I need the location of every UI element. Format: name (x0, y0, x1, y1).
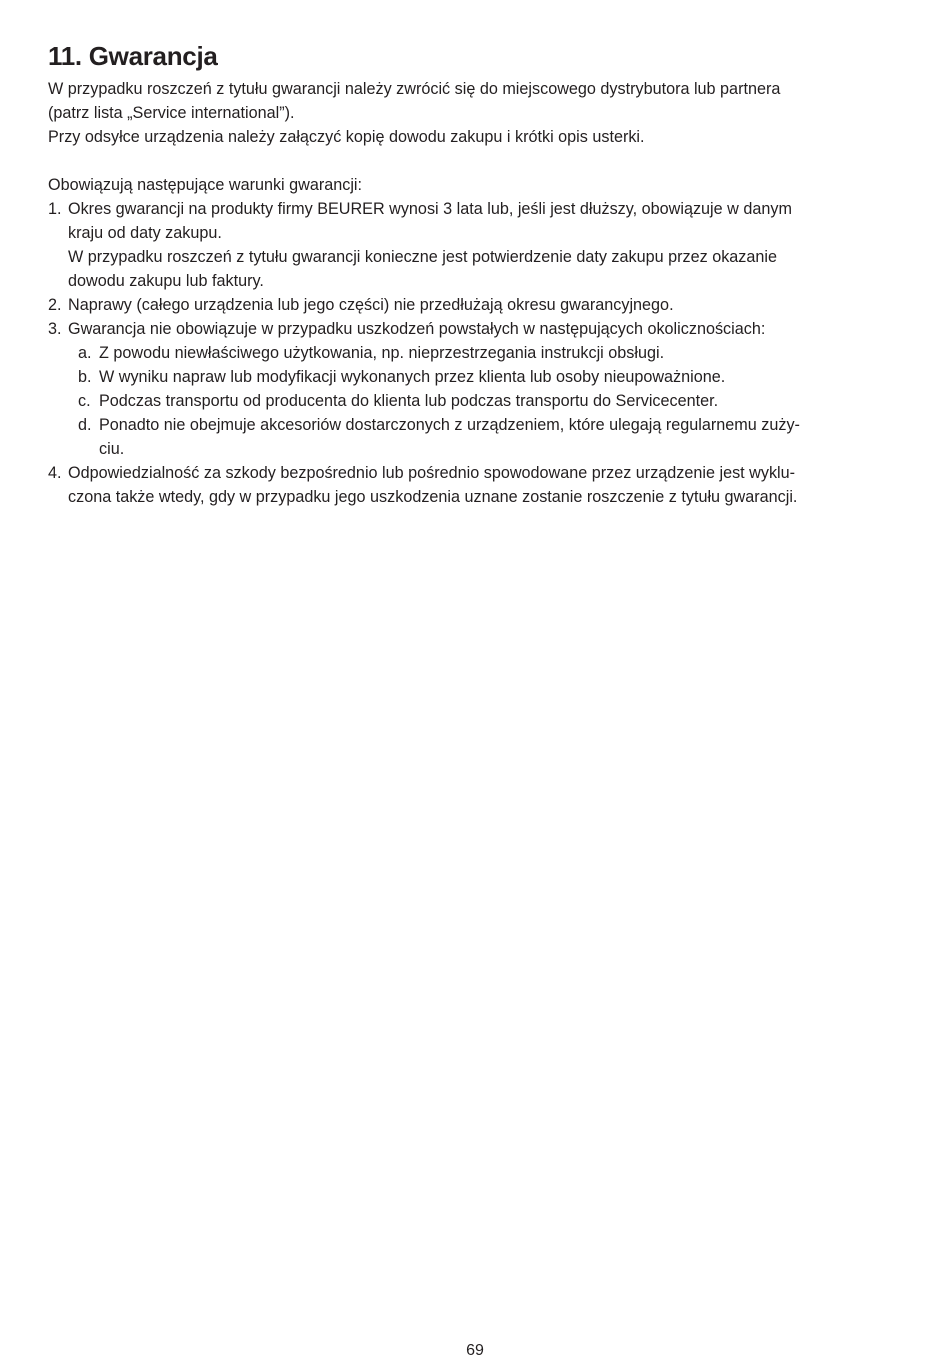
item-text-line: czona także wtedy, gdy w przypadku jego uszkodzenia uznane zostanie roszczenie z tytułu gwarancji. (68, 488, 798, 506)
intro-line-1: W przypadku roszczeń z tytułu gwarancji należy zwrócić się do miejscowego dystrybutora lub partnera (48, 80, 781, 98)
subitem-letter: a. (78, 344, 92, 362)
condition-item-1 (48, 197, 904, 293)
item-number: 3. (48, 320, 62, 338)
subitem-letter: d. (78, 416, 92, 434)
conditions-intro: Obowiązują następujące warunki gwarancji: (48, 176, 363, 194)
conditions-list (48, 197, 904, 509)
subitem-d (48, 413, 904, 461)
document-page (48, 40, 904, 509)
subitem-text-line: Podczas transportu od producenta do klienta lub podczas transportu do Servicecenter. (99, 392, 719, 410)
item-number: 1. (48, 200, 62, 218)
section-heading: 11. Gwarancja (48, 41, 218, 71)
condition-subitems (48, 341, 904, 461)
subitem-c (48, 389, 904, 413)
intro-line-2: (patrz lista „Service international”). (48, 104, 295, 122)
condition-item-2 (48, 293, 904, 317)
subitem-text-line: ciu. (99, 440, 125, 458)
item-text-line: Naprawy (całego urządzenia lub jego części) nie przedłużają okresu gwarancyjnego. (68, 296, 674, 314)
subitem-text-line: Ponadto nie obejmuje akcesoriów dostarczonych z urządzeniem, które ulegają regularnemu zuży- (99, 416, 800, 434)
item-text-line: W przypadku roszczeń z tytułu gwarancji konieczne jest potwierdzenie daty zakupu przez okazanie (68, 248, 778, 266)
subitem-letter: b. (78, 368, 92, 386)
intro-line-3: Przy odsyłce urządzenia należy załączyć kopię dowodu zakupu i krótki opis usterki. (48, 128, 645, 146)
subitem-b (48, 365, 904, 389)
subitem-a (48, 341, 904, 365)
page-number: 69 (466, 1342, 484, 1359)
subitem-text-line: W wyniku napraw lub modyfikacji wykonanych przez klienta lub osoby nieupoważnione. (99, 368, 726, 386)
condition-item-4 (48, 461, 904, 509)
item-text-line: dowodu zakupu lub faktury. (68, 272, 264, 290)
subitem-letter: c. (78, 392, 91, 410)
item-text-line: Odpowiedzialność za szkody bezpośrednio lub pośrednio spowodowane przez urządzenie jest wyklu- (68, 464, 796, 482)
condition-item-3 (48, 317, 904, 341)
subitem-text-line: Z powodu niewłaściwego użytkowania, np. nieprzestrzegania instrukcji obsługi. (99, 344, 665, 362)
item-number: 2. (48, 296, 62, 314)
item-text-line: Okres gwarancji na produkty firmy BEURER wynosi 3 lata lub, jeśli jest dłuższy, obowiązuje w danym (68, 200, 792, 218)
item-number: 4. (48, 464, 62, 482)
item-text-line: kraju od daty zakupu. (68, 224, 222, 242)
paragraph-gap (48, 149, 904, 173)
item-text-line: Gwarancja nie obowiązuje w przypadku uszkodzeń powstałych w następujących okolicznościach: (68, 320, 766, 338)
